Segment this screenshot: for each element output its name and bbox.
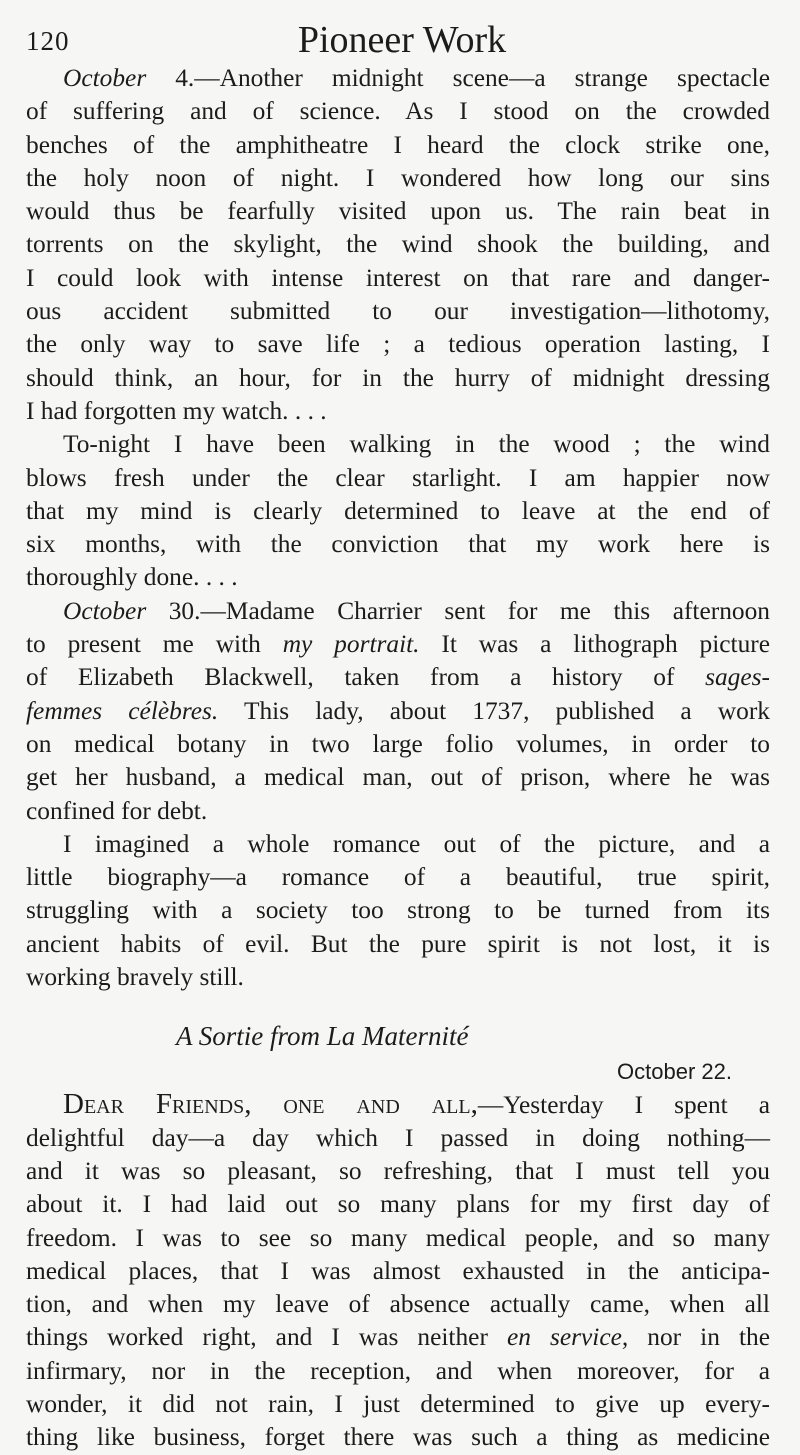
page-number: 120 [26, 26, 70, 56]
text-line: the holy noon of night. I wondered how long our sins [26, 163, 770, 192]
text-line [26, 595, 770, 628]
text-run: This lady, about 1737, published a work [218, 696, 770, 725]
salutation: Dear Friends, one and all, [63, 1088, 478, 1121]
text-line [26, 695, 770, 728]
text-line: I had forgotten my watch. . . . [26, 396, 327, 425]
text-line: confined for debt. [26, 796, 208, 825]
text-run: of Elizabeth Blackwell, taken from a history of [26, 663, 706, 692]
text-line: thoroughly done. . . . [26, 563, 238, 592]
text-run: 30.—Madame Charrier sent for me this afternoon [146, 596, 770, 625]
text-line: should think, an hour, for in the hurry of midnight dressing [26, 363, 770, 392]
text-line: get her husband, a medical man, out of prison, where he was [26, 763, 770, 792]
text-line: medical places, that I was almost exhausted in the anticipa- [26, 1256, 770, 1285]
text-line: six months, with the conviction that my work here is [26, 530, 770, 559]
text-line: infirmary, nor in the reception, and when moreover, for a [26, 1356, 770, 1385]
running-head: Pioneer Work [297, 19, 507, 61]
text-line: would thus be fearfully visited upon us. The rain beat in [26, 197, 770, 226]
text-line: benches of the amphitheatre I heard the clock strike one, [26, 130, 770, 159]
text-line: ancient habits of evil. But the pure spirit is not lost, it is [26, 929, 770, 958]
text-line: To-night I have been walking in the wood ; the wind [63, 430, 770, 459]
text-line: freedom. I was to see so many medical people, and so many [26, 1223, 770, 1252]
text-line [26, 1321, 770, 1354]
section-gap [26, 994, 770, 1016]
text-line [26, 62, 770, 95]
text-run: It was a lithograph picture [419, 630, 771, 659]
text-line: I imagined a whole romance out of the picture, and a [63, 829, 770, 858]
text-line: thing like business, forget there was such a thing as medicine [26, 1423, 770, 1452]
page-body [26, 62, 770, 1455]
text-run: 4.—Another midnight scene—a strange spectacle [146, 64, 770, 92]
text-line: blows fresh under the clear starlight. I am happier now [26, 463, 770, 492]
text-run: to present me with [26, 630, 283, 659]
text-line: torrents on the skylight, the wind shook the building, and [26, 230, 770, 259]
text-line: that my mind is clearly determined to leave at the end of [26, 496, 770, 525]
text-line: wonder, it did not rain, I just determined to give up every- [26, 1389, 770, 1418]
text-line: struggling with a society too strong to be turned from its [26, 896, 770, 925]
text-line: the only way to save life ; a tedious operation lasting, I [26, 330, 770, 359]
text-line [26, 1088, 770, 1121]
text-line: ous accident submitted to our investigation—lithotomy, [26, 297, 770, 326]
text-line: delightful day—a day which I passed in doing nothing— [26, 1123, 770, 1152]
text-line: working bravely still. [26, 963, 244, 992]
italic-run: my portrait. [282, 630, 420, 659]
italic-run: en service, [506, 1323, 629, 1352]
italic-run: femmes célèbres. [26, 696, 219, 725]
italic-run: sages- [705, 663, 770, 692]
letter-title: A Sortie from La Maternité [176, 1021, 469, 1052]
text-line [26, 661, 770, 694]
text-line: tion, and when my leave of absence actually came, when all [26, 1290, 770, 1319]
page-header [26, 18, 778, 68]
text-run: things worked right, and I was neither [26, 1323, 507, 1352]
entry-date: October [63, 596, 147, 625]
text-line [26, 628, 770, 661]
text-line: I could look with intense interest on that rare and danger- [26, 263, 770, 292]
text-line: and it was so pleasant, so refreshing, that I must tell you [26, 1156, 770, 1185]
text-run: —Yesterday I spent a [477, 1091, 771, 1120]
text-line: on medical botany in two large folio volumes, in order to [26, 729, 770, 758]
entry-date: October [63, 64, 147, 92]
text-line: of suffering and of science. As I stood on the crowded [26, 97, 770, 126]
text-line: about it. I had laid out so many plans for my first day of [26, 1190, 770, 1219]
text-line: little biography—a romance of a beautiful, true spirit, [26, 863, 770, 892]
text-run: nor in the [628, 1323, 770, 1352]
letter-date: October 22. [617, 1059, 732, 1085]
